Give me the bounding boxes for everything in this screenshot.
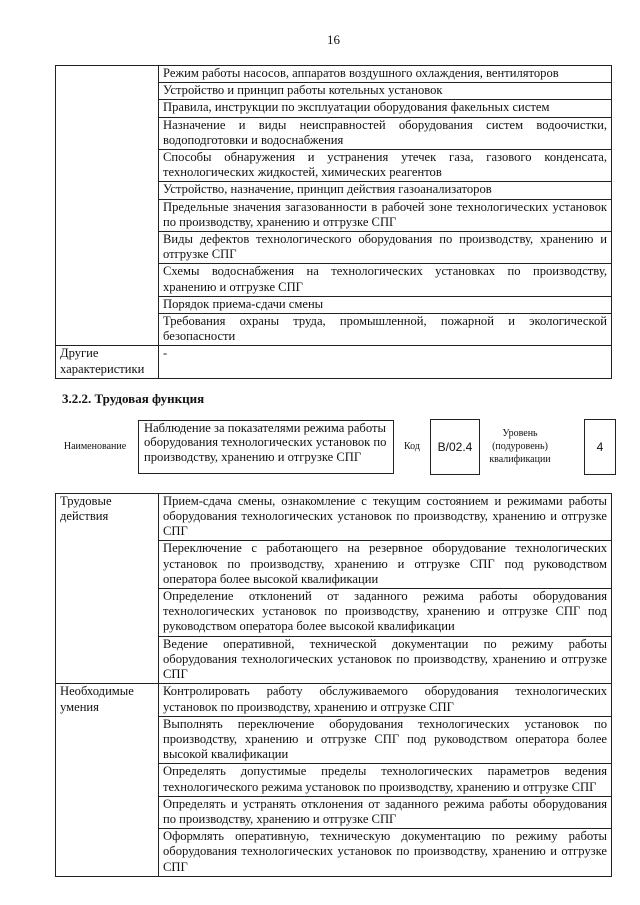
table-row: Определять и устранять отклонения от заданного режима работы оборудования по производству, хранению и отгрузке СПГ (159, 796, 612, 828)
other-label: Другие характеристики (56, 346, 159, 378)
function-header (55, 419, 612, 475)
table-row: Режим работы насосов, аппаратов воздушного охлаждения, вентиляторов (159, 66, 612, 83)
table-row: Оформлять оперативную, техническую документацию по режиму работы оборудования технологических установок по производству, хранению и отгрузке СПГ (159, 829, 612, 877)
table-row: Ведение оперативной, технической документации по режиму работы оборудования технологических установок по производству, хранению и отгрузке СПГ (159, 636, 612, 684)
code-value: В/02.4 (430, 419, 480, 475)
function-table (55, 493, 612, 877)
table-row: Предельные значения загазованности в рабочей зоне технологических установок по производству, хранению и отгрузке СПГ (159, 199, 612, 231)
table-row: Определять допустимые пределы технологических параметров ведения технологического режима установок по производству, хранению и отгрузке СПГ (159, 764, 612, 796)
table-row: Виды дефектов технологического оборудования по производству, хранению и отгрузке СПГ (159, 232, 612, 264)
table-row: Порядок приема-сдачи смены (159, 296, 612, 313)
name-value: Наблюдение за показателями режима работы оборудования технологических установок по производству, хранению и отгрузке СПГ (138, 420, 394, 474)
code-label: Код (404, 441, 420, 453)
actions-label: Трудовые действия (56, 493, 159, 683)
table-row: Правила, инструкции по эксплуатации оборудования факельных систем (159, 100, 612, 117)
table-row: Схемы водоснабжения на технологических установках по производству, хранению и отгрузке СПГ (159, 264, 612, 296)
level-value: 4 (584, 419, 616, 475)
name-label: Наименование (63, 441, 127, 453)
skills-label: Необходимые умения (56, 684, 159, 876)
table-row: Выполнять переключение оборудования технологических установок по производству, хранению и отгрузке СПГ под руководством оператора более высокой квалификации (159, 716, 612, 764)
table-row: Способы обнаружения и устранения утечек газа, газового конденсата, технологических жидкостей, химических реагентов (159, 150, 612, 182)
other-value: - (159, 346, 612, 378)
knowledge-table (55, 65, 612, 379)
page-number: 16 (327, 32, 340, 47)
table-row: Назначение и виды неисправностей оборудования систем водоочистки, водоподготовки и водоснабжения (159, 117, 612, 149)
table-row: Прием-сдача смены, ознакомление с текущим состоянием и режимами работы оборудования технологических установок по производству, хранению и отгрузке СПГ (159, 493, 612, 541)
table-row: Переключение с работающего на резервное оборудование технологических установок по производству, хранению и отгрузке СПГ под руководством оператора более высокой квалификации (159, 541, 612, 589)
table-row: Контролировать работу обслуживаемого оборудования технологических установок по производству, хранению и отгрузке СПГ (159, 684, 612, 716)
table-row: Определение отклонений от заданного режима работы оборудования технологических установок по производству, хранению и отгрузке СПГ под руководством оператора более высокой квалификации (159, 589, 612, 637)
section-title: 3.2.2. Трудовая функция (62, 390, 205, 406)
table-row: Устройство и принцип работы котельных установок (159, 83, 612, 100)
table-row: Устройство, назначение, принцип действия газоанализаторов (159, 182, 612, 199)
empty-label-cell (56, 66, 159, 346)
level-label: Уровень (подуровень) квалификации (489, 428, 551, 466)
table-row: Требования охраны труда, промышленной, пожарной и экологической безопасности (159, 314, 612, 346)
